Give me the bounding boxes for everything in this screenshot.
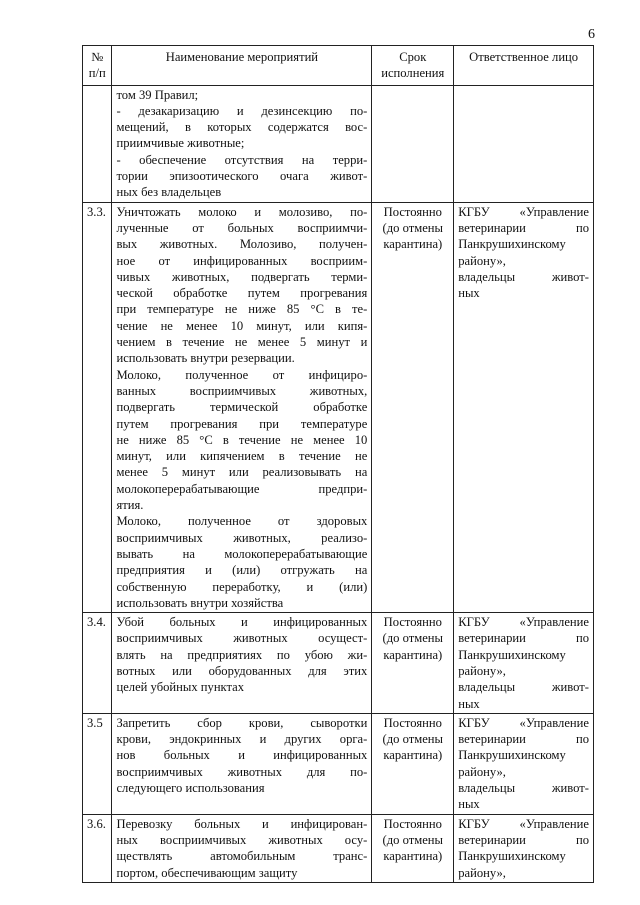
- responsible-cell: [454, 202, 594, 612]
- table-row: [83, 713, 594, 814]
- measure-line: нов больных и инфицированных: [116, 748, 368, 763]
- measure-line: предприятия и (или) отгружать на: [116, 563, 368, 578]
- measure-line: Перевозку больных и инфицирован-: [116, 816, 368, 831]
- measures-table: [82, 45, 594, 883]
- measure-line: ванных восприимчивых животных,: [116, 383, 368, 398]
- header-term: Срок исполнения: [372, 46, 454, 86]
- measure-line: том 39 Правил;: [116, 87, 199, 102]
- table-row: [83, 814, 594, 882]
- term-line: Постоянно: [383, 816, 442, 831]
- measure-line: менее 5 минут или реализовывать на: [116, 465, 368, 480]
- term-cell: [372, 85, 454, 202]
- measure-line: Убой больных и инфицированных: [116, 615, 368, 630]
- responsible-line: КГБУ «Управление: [458, 715, 589, 730]
- responsible-line: району»,: [458, 764, 506, 779]
- measure-line: приимчивые животные;: [116, 136, 245, 151]
- measure-line: восприимчивых животных, реализо-: [116, 530, 368, 545]
- term-line: (до отмены: [382, 631, 443, 646]
- responsible-line: району»,: [458, 663, 506, 678]
- measure-line: вывать на молокоперерабатывающие: [116, 546, 368, 561]
- term-line: Постоянно: [383, 715, 442, 730]
- responsible-line: КГБУ «Управление: [458, 816, 589, 831]
- row-number: 3.3.: [83, 202, 112, 612]
- measure-line: чивых животных, подвергать терми-: [116, 269, 368, 284]
- measure-line: ятия.: [116, 498, 144, 513]
- responsible-line: Панкрушихинскому: [458, 647, 566, 662]
- header-responsible: Ответственное лицо: [454, 46, 594, 86]
- measure-line: ных восприимчивых животных осу-: [116, 832, 368, 847]
- measure-line: - дезакаризацию и дезинсекцию по-: [116, 103, 368, 118]
- term-line: (до отмены: [382, 832, 443, 847]
- measure-line: Молоко, полученное от здоровых: [116, 514, 368, 529]
- measure-line: чением в течение не менее 5 минут и: [116, 335, 368, 350]
- measure-line: при температуре не ниже 85 °С в те-: [116, 302, 368, 317]
- measure-line: лученные от больных восприимчи-: [116, 220, 368, 235]
- measure-line: путем прогревания при температуре: [116, 416, 368, 431]
- term-line: карантина): [383, 647, 443, 662]
- measure-line: чение не менее 10 минут, или кипя-: [116, 318, 368, 333]
- term-line: (до отмены: [382, 220, 443, 235]
- measure-line: следующего использования: [116, 781, 265, 796]
- responsible-line: владельцы живот-: [458, 269, 589, 284]
- term-cell: [372, 202, 454, 612]
- measure-line: использовать внутри резервации.: [116, 351, 295, 366]
- row-number: 3.4.: [83, 613, 112, 714]
- measure-line: - обеспечение отсутствия на терри-: [116, 152, 368, 167]
- measure-line: Уничтожать молоко и молозиво, по-: [116, 204, 368, 219]
- term-line: карантина): [383, 748, 443, 763]
- header-num: № п/п: [83, 46, 112, 86]
- responsible-line: району»,: [458, 865, 506, 880]
- responsible-line: ных: [458, 797, 480, 812]
- measure-line: ческой обработке путем прогревания: [116, 286, 368, 301]
- term-cell: [372, 713, 454, 814]
- responsible-line: ветеринарии по: [458, 220, 589, 235]
- responsible-line: ветеринарии по: [458, 832, 589, 847]
- responsible-cell: [454, 814, 594, 882]
- table-row: [83, 85, 594, 202]
- responsible-line: Панкрушихинскому: [458, 849, 566, 864]
- table-row: [83, 613, 594, 714]
- measure-line: целей убойных пунктах: [116, 680, 245, 695]
- table-row: [83, 202, 594, 612]
- responsible-line: ных: [458, 286, 480, 301]
- responsible-line: КГБУ «Управление: [458, 615, 589, 630]
- responsible-cell: [454, 713, 594, 814]
- measure-line: восприимчивых животных осущест-: [116, 631, 368, 646]
- page-number: 6: [588, 27, 595, 42]
- term-cell: [372, 814, 454, 882]
- measure-line: портом, обеспечивающим защиту: [116, 865, 298, 880]
- measure-line: ное от инфицированных восприим-: [116, 253, 368, 268]
- measure-line: тории эпизоотического очага живот-: [116, 169, 368, 184]
- measure-text: [112, 613, 372, 714]
- responsible-line: ветеринарии по: [458, 732, 589, 747]
- measure-line: крови, эндокринных и других орга-: [116, 732, 368, 747]
- header-name: Наименование мероприятий: [112, 46, 372, 86]
- responsible-line: КГБУ «Управление: [458, 204, 589, 219]
- measure-text: [112, 202, 372, 612]
- term-line: карантина): [383, 849, 443, 864]
- measure-line: мещений, в которых содержатся вос-: [116, 120, 368, 135]
- measure-line: собственную переработку, и (или): [116, 579, 368, 594]
- measure-line: не ниже 85 °С в течение не менее 10: [116, 432, 368, 447]
- measure-line: ных без владельцев: [116, 185, 222, 200]
- measure-text: [112, 814, 372, 882]
- responsible-line: владельцы живот-: [458, 781, 589, 796]
- responsible-line: ветеринарии по: [458, 631, 589, 646]
- responsible-line: Панкрушихинскому: [458, 237, 566, 252]
- measure-line: восприимчивых животных для по-: [116, 764, 368, 779]
- measure-line: молокоперерабатывающие предпри-: [116, 481, 368, 496]
- term-line: Постоянно: [383, 615, 442, 630]
- measure-line: Молоко, полученное от инфициро-: [116, 367, 368, 382]
- table-header-row: [83, 46, 594, 86]
- responsible-line: ных: [458, 696, 480, 711]
- measure-text: [112, 85, 372, 202]
- responsible-line: Панкрушихинскому: [458, 748, 566, 763]
- term-cell: [372, 613, 454, 714]
- measure-line: вотных или оборудованных для этих: [116, 663, 368, 678]
- measure-line: вых животных. Молозиво, получен-: [116, 237, 368, 252]
- responsible-line: району»,: [458, 253, 506, 268]
- measure-line: Запретить сбор крови, сыворотки: [116, 715, 368, 730]
- responsible-cell: [454, 613, 594, 714]
- term-line: карантина): [383, 237, 443, 252]
- measure-line: влять на предприятиях по убою жи-: [116, 647, 368, 662]
- measure-line: минут, или кипячением в течение не: [116, 449, 368, 464]
- measure-line: использовать внутри хозяйства: [116, 595, 284, 610]
- table-body: [83, 85, 594, 882]
- row-number: 3.5: [83, 713, 112, 814]
- measure-line: ществлять автомобильным транс-: [116, 849, 368, 864]
- row-number: 3.6.: [83, 814, 112, 882]
- row-number: [83, 85, 112, 202]
- measure-line: подвергать термической обработке: [116, 400, 368, 415]
- term-line: Постоянно: [383, 204, 442, 219]
- responsible-cell: [454, 85, 594, 202]
- measure-text: [112, 713, 372, 814]
- term-line: (до отмены: [382, 732, 443, 747]
- responsible-line: владельцы живот-: [458, 680, 589, 695]
